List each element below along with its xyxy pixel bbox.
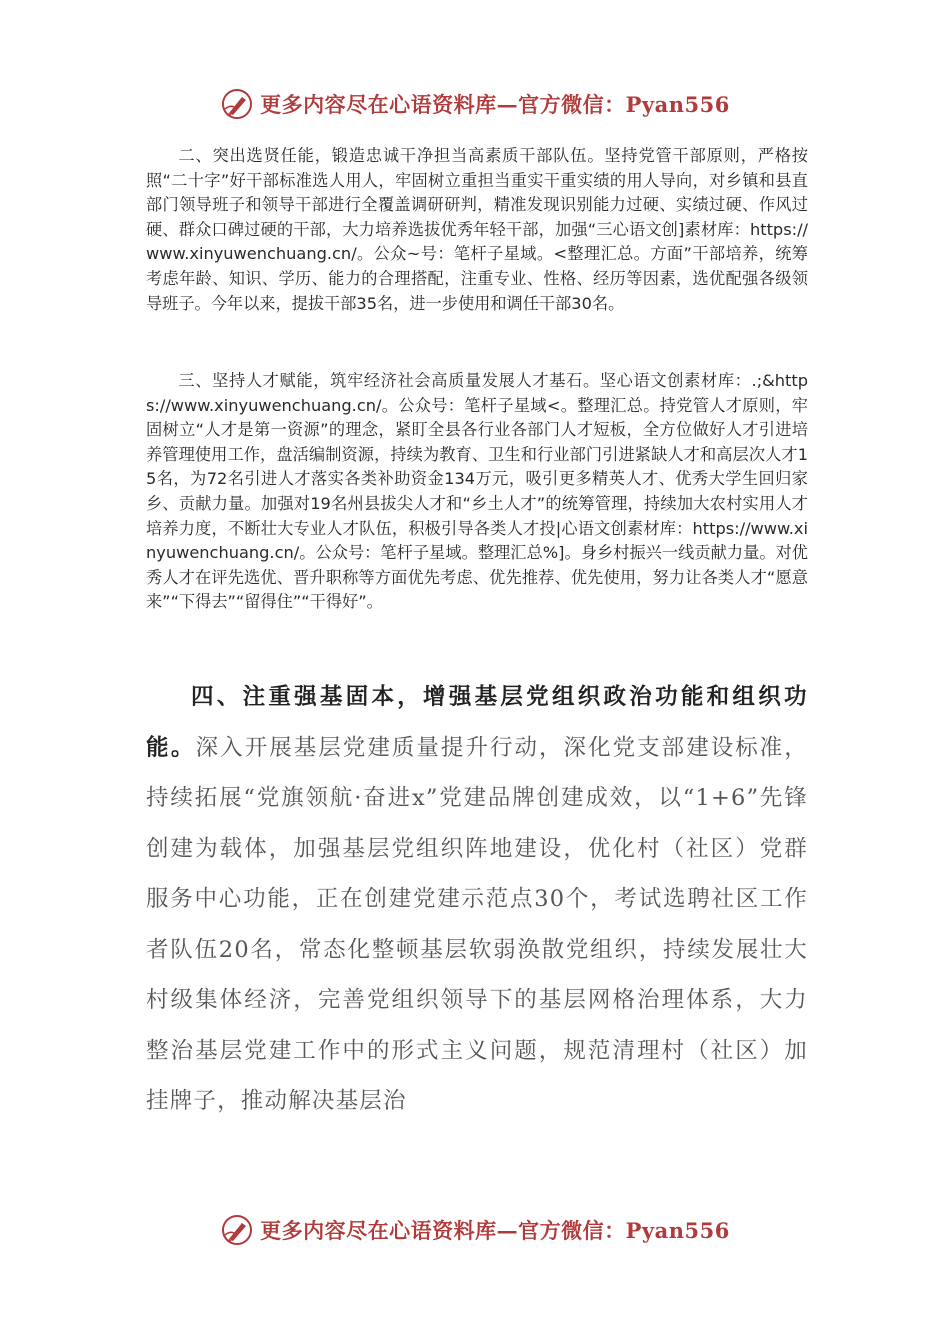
section-2	[146, 144, 808, 316]
section-4-body: 深入开展基层党建质量提升行动，深化党支部建设标准，持续拓展“党旗领航·奋进x”党建品牌创建成效，以“1+6”先锋创建为载体，加强基层党组织阵地建设，优化村（社区）党群服务中心功能，正在创建党建示范点30个，考试选聘社区工作者队伍20名，常态化整顿基层软弱涣散党组织，持续发展壮大村级集体经济，完善党组织领导下的基层网格治理体系，大力整治基层党建工作中的形式主义问题，规范清理村（社区）加挂牌子，推动解决基层治	[146, 734, 808, 1114]
header-banner	[0, 84, 950, 124]
section-3-paragraph: 三、坚持人才赋能，筑牢经济社会高质量发展人才基石。坚心语文创素材库：.;&https://www.xinyuwenchuang.cn/。公众号：笔杆子星域<。整理汇总。持党管人才原则，牢固树立“人才是第一资源”的理念，紧盯全县各行业各部门人才短板，全方位做好人才引进培养管理使用工作，盘活编制资源，持续为教育、卫生和行业部门引进紧缺人才和高层次人才15名，为72名引进人才落实各类补助资金134万元，吸引更多精英人才、优秀大学生回归家乡、贡献力量。加强对19名州县拔尖人才和“乡土人才”的统筹管理，持续加大农村实用人才培养力度，不断壮大专业人才队伍，积极引导各类人才投|心语文创素材库：https://www.xinyuwenchuang.cn/。公众号：笔杆子星域。整理汇总%]。身乡村振兴一线贡献力量。对优秀人才在评先选优、晋升职称等方面优先考虑、优先推荐、优先使用，努力让各类人才“愿意来”“下得去”“留得住”“干得好”。	[146, 371, 808, 612]
section-3	[146, 369, 808, 615]
section-2-paragraph: 二、突出选贤任能，锻造忠诚干净担当高素质干部队伍。坚持党管干部原则，严格按照“二十字”好干部标准选人用人，牢固树立重担当重实干重实绩的用人导向，对乡镇和县直部门领导班子和领导干部进行全覆盖调研研判，精准发现识别能力过硬、实绩过硬、作风过硬、群众口碑过硬的干部，大力培养选拔优秀年轻干部，加强“三心语文创]素材库：https://www.xinyuwenchuang.cn/。公众~号：笔杆子星域。<整理汇总。方面”干部培养，统筹考虑年龄、知识、学历、能力的合理搭配，注重专业、性格、经历等因素，选优配强各级领导班子。今年以来，提拔干部35名，进一步使用和调任干部30名。	[146, 146, 808, 313]
section-4	[146, 672, 808, 1127]
section-4-paragraph	[146, 672, 808, 1127]
footer-banner	[0, 1210, 950, 1250]
pen-nib-logo-icon	[220, 1213, 254, 1247]
pen-nib-logo-icon	[220, 87, 254, 121]
section-4-heading: 四、注重强基固本，增强基层党组织政治功能和组织功能。	[146, 684, 808, 761]
footer-banner-text: 更多内容尽在心语资料库—官方微信：Pyan556	[260, 1218, 730, 1243]
header-banner-text: 更多内容尽在心语资料库—官方微信：Pyan556	[260, 92, 730, 117]
